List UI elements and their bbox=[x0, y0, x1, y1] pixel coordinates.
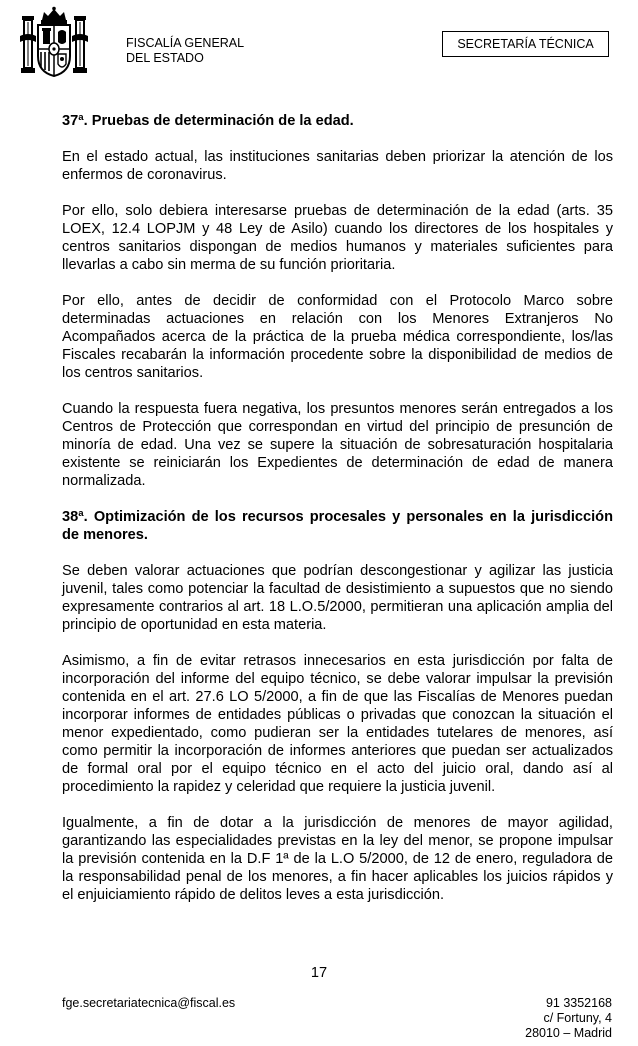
department-label: SECRETARÍA TÉCNICA bbox=[442, 31, 609, 57]
section-heading-37: 37ª. Pruebas de determinación de la edad. bbox=[62, 113, 354, 129]
organization-name-line2: DEL ESTADO bbox=[126, 51, 204, 65]
footer-address bbox=[525, 996, 612, 1041]
paragraph: Por ello, antes de decidir de conformidad con el Protocolo Marco sobre determinadas actuaciones en relación con los Menores Extranjeros No Acompañados acerca de la práctica de la prueba médica correspondiente, los/las Fiscales recabarán la información procedente sobre la disponibilidad de medios de los centros sanitarios. bbox=[62, 293, 613, 381]
paragraph: Se deben valorar actuaciones que podrían descongestionar y agilizar las justicia juvenil, tales como potenciar la facultad de desistimiento a supuestos que no siendo expresamente contrarios al art. 18 L.O.5/2000, permitieran una aplicación amplia del principio de oportunidad en esta materia. bbox=[62, 563, 613, 633]
organization-name bbox=[126, 36, 244, 66]
paragraph: Igualmente, a fin de dotar a la jurisdicción de menores de mayor agilidad, garantizando las especialidades previstas en la ley del menor, se propone impulsar la previsión contenida en la D.F 1ª de la L.O 5/2000, de 12 de enero, reguladora de la responsabilidad penal de los menores, a fin hacer aplicables los juicios rápidos y el enjuiciamiento rápido de delitos leves a esta jurisdicción. bbox=[62, 815, 613, 903]
footer-street: c/ Fortuny, 4 bbox=[543, 1011, 612, 1025]
paragraph: Cuando la respuesta fuera negativa, los presuntos menores serán entregados a los Centros de Protección que correspondan en virtud del principio de presunción de minoría de edad. Una vez se supere la situación de sobresaturación hospitalaria existente se reiniciarán los Expedientes de determinación de edad de manera normalizada. bbox=[62, 401, 613, 489]
paragraph: Por ello, solo debiera interesarse pruebas de determinación de la edad (arts. 35 LOEX, 12.4 LOPJM y 48 Ley de Asilo) cuando los directores de los hospitales y centros sanitarios dispongan de medios humanos y materiales suficientes para llevarlas a cabo sin merma de su función prioritaria. bbox=[62, 203, 613, 273]
document-body bbox=[62, 112, 613, 904]
page-number: 17 bbox=[310, 965, 328, 981]
footer-city: 28010 – Madrid bbox=[525, 1026, 612, 1040]
footer-email: fge.secretariatecnica@fiscal.es bbox=[62, 996, 236, 1010]
spanish-coat-of-arms-icon bbox=[18, 6, 90, 82]
page-header bbox=[0, 0, 638, 100]
section-heading-38: 38ª. Optimización de los recursos procesales y personales en la jurisdicción de menores. bbox=[62, 509, 613, 543]
paragraph: Asimismo, a fin de evitar retrasos innecesarios en esta jurisdicción por falta de incorporación del informe del equipo técnico, se debe valorar impulsar la previsión contenida en el art. 27.6 LO 5/2000, a fin de que las Fiscalías de Menores puedan incorporar informes de entidades públicas o privadas que conozcan la situación el menor expedientado, como pudieran ser la entidades tutelares de menores, así como permitir la incorporación de informes anteriores que puedan ser actualizados de formal oral por el equipo técnico en el acto del juicio oral, dando así al procedimiento la rapidez y celeridad que requiere la justicia juvenil. bbox=[62, 653, 613, 795]
organization-name-line1: FISCALÍA GENERAL bbox=[126, 36, 245, 50]
footer-phone: 91 3352168 bbox=[545, 996, 612, 1010]
paragraph: En el estado actual, las instituciones sanitarias deben priorizar la atención de los enfermos de coronavirus. bbox=[62, 149, 613, 183]
